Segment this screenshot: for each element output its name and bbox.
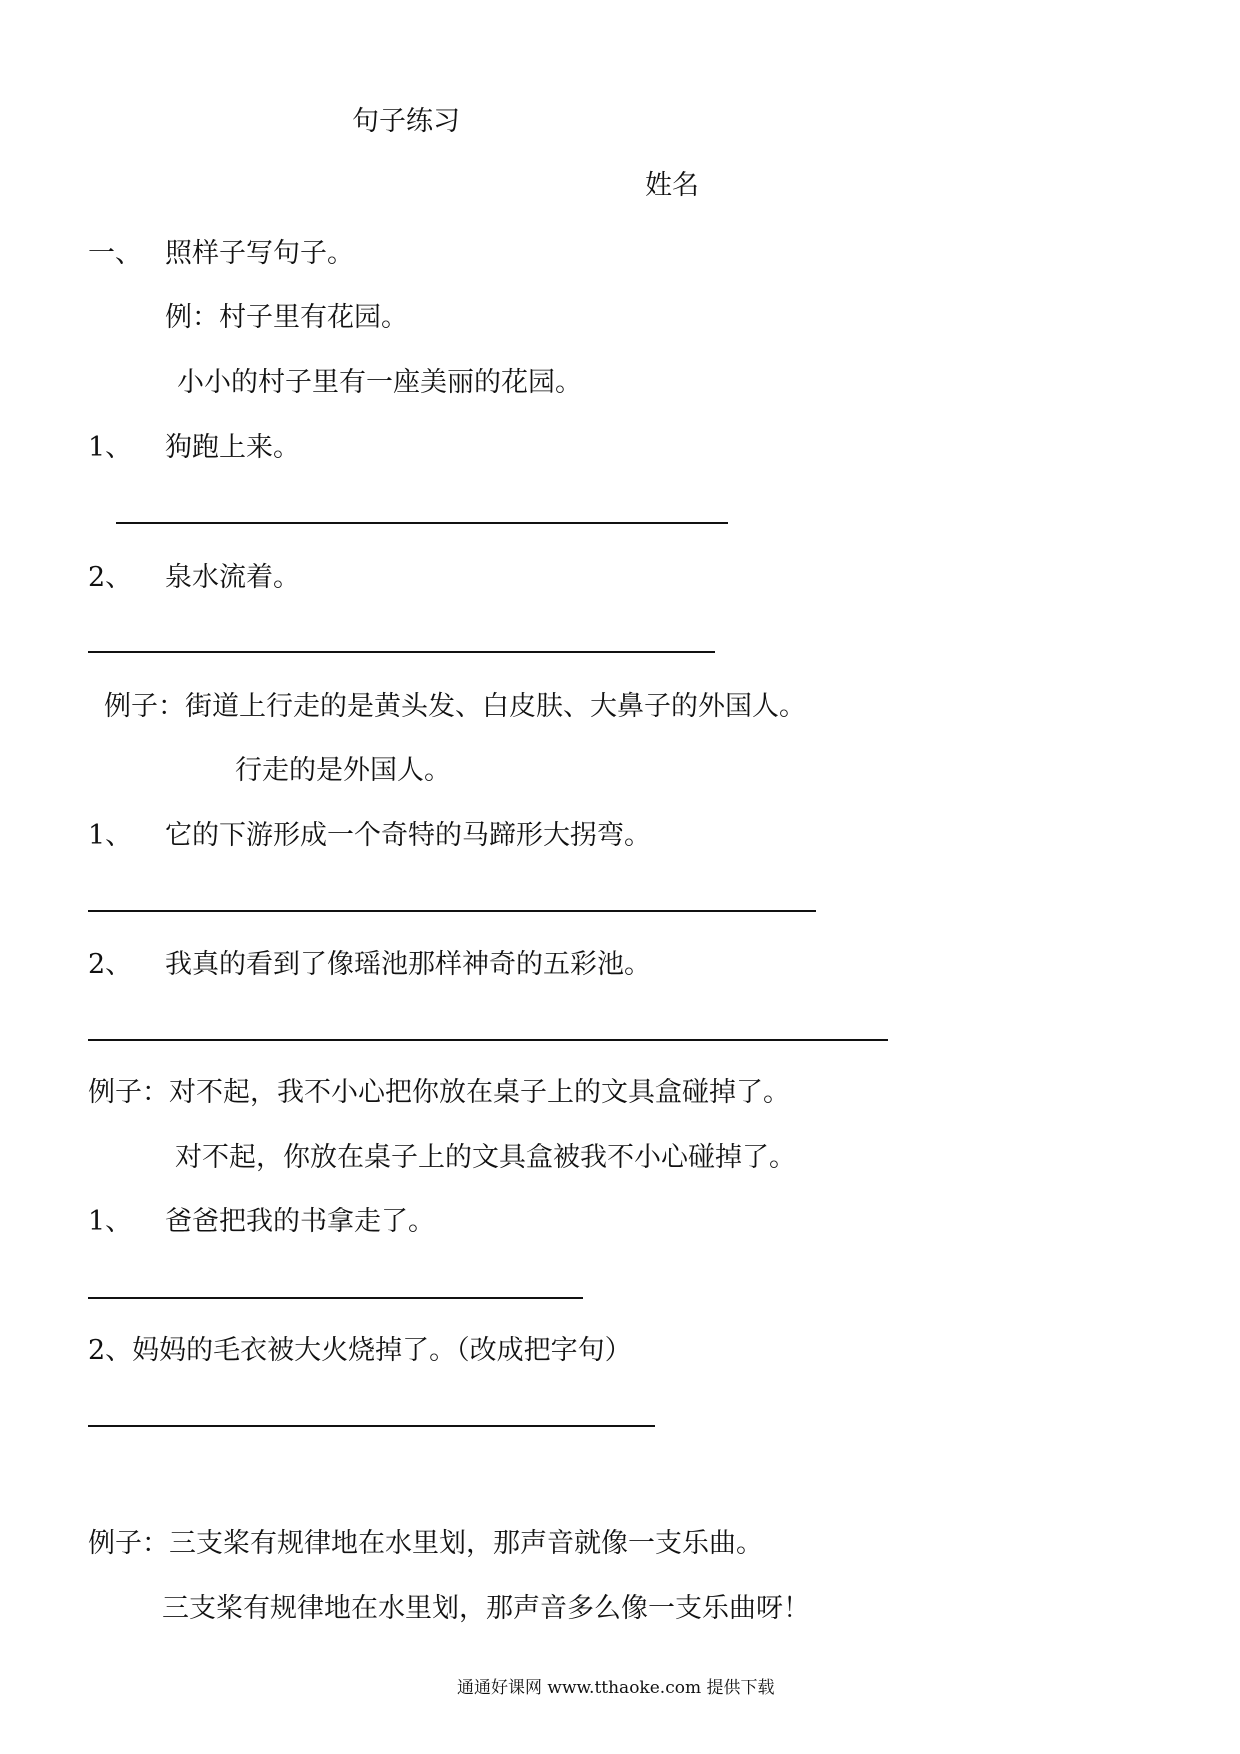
example-answer: 小小的村子里有一座美丽的花园。 [177,367,582,398]
example-answer: 行走的是外国人。 [235,755,451,786]
example-answer: 对不起，你放在桌子上的文具盒被我不小心碰掉了。 [175,1142,796,1173]
answer-line[interactable] [88,910,816,912]
answer-line[interactable] [88,1425,655,1427]
item-sentence: 2、妈妈的毛衣被大火烧掉了。（改成把字句） [88,1335,632,1366]
item-number: 2、 [88,949,133,980]
item-number: 1、 [88,432,133,463]
item-sentence: 我真的看到了像瑶池那样神奇的五彩池。 [165,949,651,980]
item-sentence: 狗跑上来。 [165,432,300,463]
page-footer: 通通好课网 www.tthaoke.com 提供下载 [457,1678,775,1698]
answer-line[interactable] [116,522,728,524]
answer-line[interactable] [88,1039,888,1041]
example-sentence: 例：村子里有花园。 [165,302,408,333]
name-label: 姓名 [645,170,699,201]
example-answer: 三支桨有规律地在水里划，那声音多么像一支乐曲呀！ [162,1593,810,1624]
item-number: 1、 [88,820,133,851]
example-sentence: 例子：对不起，我不小心把你放在桌子上的文具盒碰掉了。 [88,1077,790,1108]
section-heading: 照样子写句子。 [165,238,354,269]
section-marker: 一、 [88,238,142,269]
item-sentence: 爸爸把我的书拿走了。 [165,1206,435,1237]
item-sentence: 泉水流着。 [165,562,300,593]
example-sentence: 例子：三支桨有规律地在水里划，那声音就像一支乐曲。 [88,1528,763,1559]
answer-line[interactable] [88,651,715,653]
item-number: 2、 [88,562,133,593]
example-sentence: 例子：街道上行走的是黄头发、白皮肤、大鼻子的外国人。 [104,691,806,722]
item-sentence: 它的下游形成一个奇特的马蹄形大拐弯。 [165,820,651,851]
answer-line[interactable] [88,1297,583,1299]
page-title: 句子练习 [352,106,460,137]
item-number: 1、 [88,1206,133,1237]
